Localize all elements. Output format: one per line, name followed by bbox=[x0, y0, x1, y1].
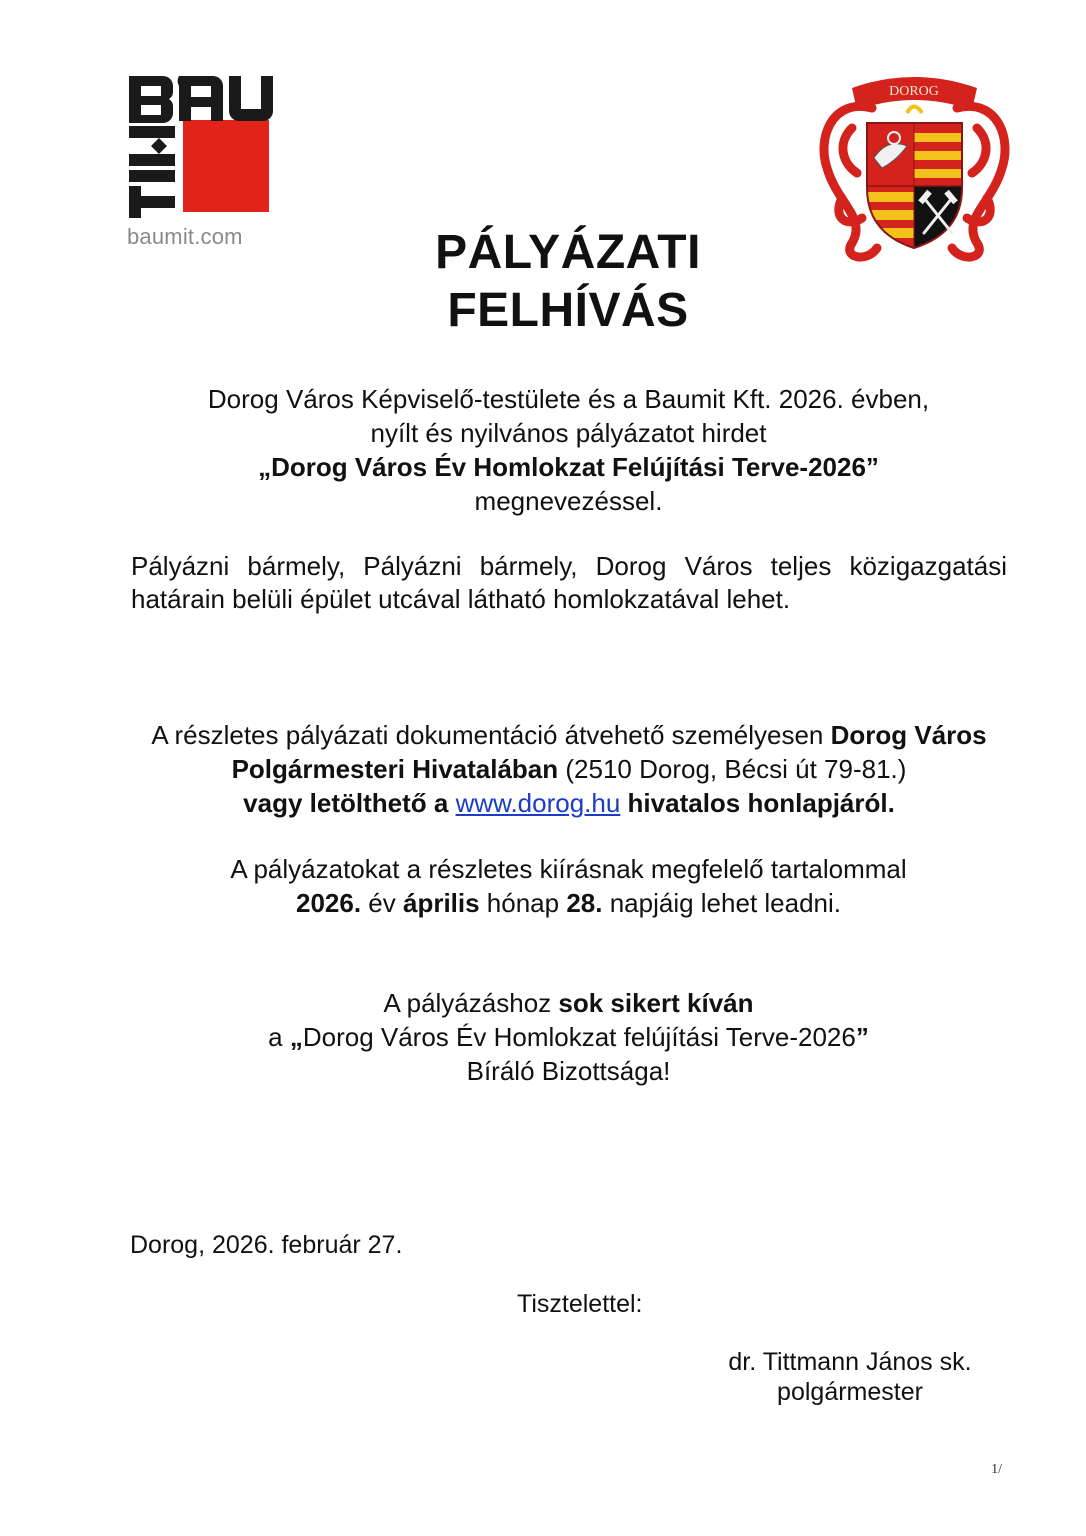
greeting: Tisztelettel: bbox=[517, 1290, 643, 1318]
deadline-paragraph bbox=[140, 852, 997, 920]
closing-line-1 bbox=[140, 986, 997, 1020]
title-line-1: PÁLYÁZATI bbox=[435, 226, 701, 279]
dorog-website-link[interactable]: www.dorog.hu bbox=[455, 788, 621, 818]
closing-paragraph bbox=[140, 986, 997, 1088]
intro-paragraph bbox=[140, 382, 997, 518]
deadline-line-2 bbox=[140, 886, 997, 920]
baumit-url: baumit.com bbox=[127, 224, 243, 249]
closing-wish: sok sikert kíván bbox=[558, 988, 754, 1018]
closing-quote-open: „ bbox=[289, 1022, 303, 1052]
deadline-day: 28. bbox=[566, 888, 603, 918]
document-title bbox=[0, 224, 1086, 340]
doc-office: Dorog Város Polgármesteri Hivatalában bbox=[231, 720, 987, 784]
doc-download-text: vagy letölthető a bbox=[243, 788, 456, 818]
deadline-text-2: hónap bbox=[479, 888, 567, 918]
deadline-line-1: A pályázatokat a részletes kiírásnak megfelelő tartalommal bbox=[230, 854, 907, 884]
closing-line-2 bbox=[140, 1020, 997, 1054]
closing-line-3: Bíráló Bizottsága! bbox=[466, 1056, 671, 1086]
intro-line-1: Dorog Város Képviselő-testülete és a Baumit Kft. 2026. évben, bbox=[207, 384, 930, 414]
page-number: 1/ bbox=[991, 1462, 1002, 1477]
document-date: Dorog, 2026. február 27. bbox=[130, 1231, 403, 1259]
closing-text-1: A pályázáshoz bbox=[383, 988, 559, 1018]
closing-text-2a: a bbox=[268, 1022, 290, 1052]
doc-text-1: A részletes pályázati dokumentáció átvehető személyesen bbox=[151, 720, 831, 750]
competition-name: „Dorog Város Év Homlokzat Felújítási Terve-2026” bbox=[258, 452, 879, 482]
doc-website-text: hivatalos honlapjáról. bbox=[620, 788, 895, 818]
signature-block bbox=[690, 1347, 1010, 1407]
crest-banner-text: DOROG bbox=[889, 84, 939, 99]
deadline-month: április bbox=[402, 888, 480, 918]
documentation-paragraph bbox=[131, 718, 1007, 820]
signatory-role: polgármester bbox=[777, 1378, 923, 1406]
eligibility-paragraph: Pályázni bármely, Pályázni bármely, Dorog Város teljes közigazgatási határain belüli épület utcával látható homlokzatával lehet. bbox=[131, 551, 1007, 614]
intro-line-2: nyílt és nyilvános pályázatot hirdet bbox=[370, 418, 767, 448]
doc-address: (2510 Dorog, Bécsi út 79-81.) bbox=[558, 754, 907, 784]
signatory-name: dr. Tittmann János sk. bbox=[728, 1348, 972, 1376]
deadline-year: 2026. bbox=[295, 888, 362, 918]
deadline-text-1: év bbox=[361, 888, 403, 918]
closing-competition-name: Dorog Város Év Homlokzat felújítási Terve-2026 bbox=[302, 1022, 856, 1052]
closing-quote-close: ” bbox=[855, 1022, 869, 1052]
deadline-text-3: napjáig lehet leadni. bbox=[602, 888, 842, 918]
intro-line-4: megnevezéssel. bbox=[474, 486, 663, 516]
title-line-2: FELHÍVÁS bbox=[447, 284, 689, 337]
